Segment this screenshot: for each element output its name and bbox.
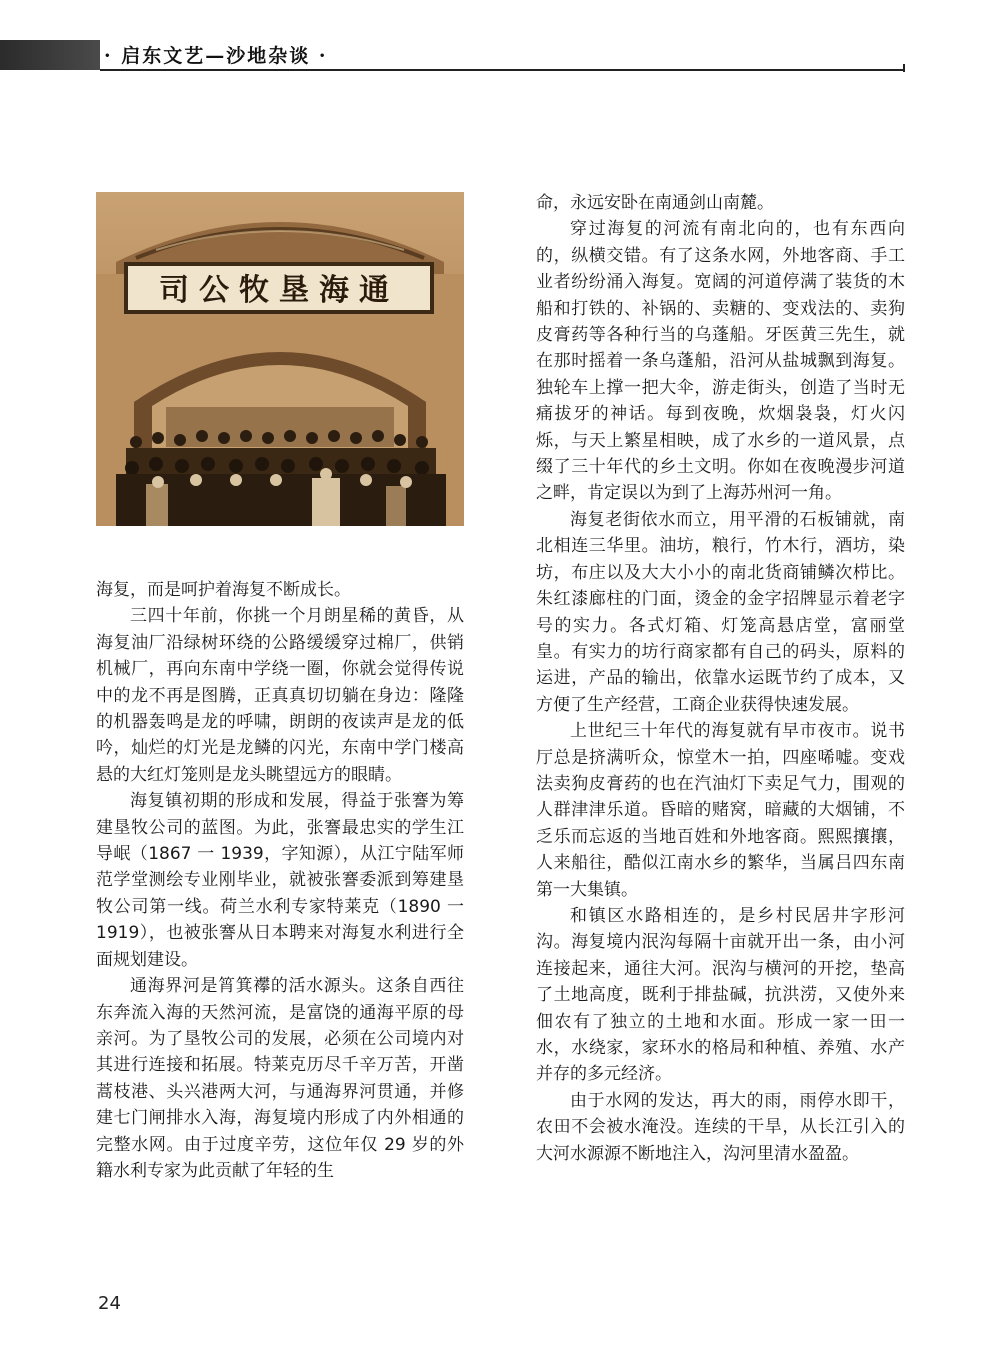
historical-photo bbox=[96, 192, 464, 526]
page-number: 24 bbox=[98, 1293, 121, 1314]
paragraph: 海复镇初期的形成和发展，得益于张謇为筹建垦牧公司的蓝图。为此，张謇最忠实的学生江导岷（1867 一 1939，字知源），从江宁陆军师范学堂测绘专业刚毕业，就被张謇委派到筹建垦牧公司第一线。荷兰水利专家特莱克（1890 一 1919），也被张謇从日本聘来对海复水利进行全面规划建设。 bbox=[96, 791, 464, 970]
header-rule bbox=[100, 69, 905, 71]
paragraph: 三四十年前，你挑一个月朗星稀的黄昏，从海复油厂沿绿树环绕的公路缓缓穿过棉厂，供销机械厂，再向东南中学绕一圈，你就会觉得传说中的龙不再是图腾，正真真切切躺在身边：隆隆的机器轰鸣是龙的呼啸，朗朗的夜读声是龙的低吟，灿烂的灯光是龙鳞的闪光，东南中学门楼高悬的大红灯笼则是龙头眺望远方的眼睛。 bbox=[96, 606, 464, 785]
paragraph: 和镇区水路相连的，是乡村民居井字形河沟。海复境内泯沟每隔十亩就开出一条，由小河连接起来，通往大河。泯沟与横河的开挖，垫高了土地高度，既利于排盐碱，抗洪涝，又使外来佃农有了独立的土地和水面。形成一家一田一水，水绕家，家环水的格局和种植、养殖、水产并存的多元经济。 bbox=[536, 905, 905, 1085]
left-text-column bbox=[96, 577, 464, 1184]
header-bar bbox=[0, 40, 100, 70]
page-header-title: · 启东文艺—沙地杂谈 · bbox=[104, 45, 328, 67]
paragraph: 海复，而是呵护着海复不断成长。 bbox=[96, 580, 351, 600]
paragraph: 由于水网的发达，再大的雨，雨停水即干，农田不会被水淹没。连续的干旱，从长江引入的大河水源源不断地注入，沟河里清水盈盈。 bbox=[536, 1090, 905, 1164]
photo-signboard-text: 司公牧垦海通 bbox=[159, 273, 399, 308]
paragraph: 上世纪三十年代的海复就有早市夜市。说书厅总是挤满听众，惊堂木一拍，四座唏嘘。变戏法卖狗皮膏药的也在汽油灯下卖足气力，围观的人群津津乐道。昏暗的赌窝，暗藏的大烟铺，不乏乐而忘返的当地百姓和外地客商。熙熙攘攘，人来船往，酷似江南水乡的繁华，当属吕四东南第一大集镇。 bbox=[536, 721, 905, 900]
paragraph: 穿过海复的河流有南北向的，也有东西向的，纵横交错。有了这条水网，外地客商、手工业者纷纷涌入海复。宽阔的河道停满了装货的木船和打铁的、补锅的、卖糖的、变戏法的、卖狗皮膏药等各种行当的乌蓬船。牙医黄三先生，就在那时摇着一条乌蓬船，沿河从盐城飘到海复。独轮车上撑一把大伞，游走街头，创造了当时无痛拔牙的神话。每到夜晚，炊烟袅袅，灯火闪烁，与天上繁星相映，成了水乡的一道风景，点缀了三十年代的乡土文明。你如在夜晚漫步河道之畔，肯定误以为到了上海苏州河一角。 bbox=[536, 219, 905, 504]
right-text-column bbox=[536, 190, 905, 1167]
photo-illustration bbox=[96, 192, 464, 526]
paragraph: 海复老街依水而立，用平滑的石板铺就，南北相连三华里。油坊，粮行，竹木行，酒坊，染坊，布庄以及大大小小的南北货商铺鳞次栉比。朱红漆廊柱的门面，烫金的金字招牌显示着老字号的实力。各式灯箱、灯笼高悬店堂，富丽堂皇。有实力的坊行商家都有自己的码头，原料的运进，产品的输出，依靠水运既节约了成本，又方便了生产经营，工商企业获得快速发展。 bbox=[536, 509, 905, 715]
header-rule-end bbox=[903, 64, 905, 72]
paragraph: 通海界河是筲箕襻的活水源头。这条自西往东奔流入海的天然河流，是富饶的通海平原的母亲河。为了垦牧公司的发展，必须在公司境内对其进行连接和拓展。特莱克历尽千辛万苦，开凿蒿枝港、头兴港两大河，与通海界河贯通，并修建七门闸排水入海，海复境内形成了内外相通的完整水网。由于过度辛劳，这位年仅 29 岁的外籍水利专家为此贡献了年轻的生 bbox=[96, 976, 464, 1181]
paragraph: 命，永远安卧在南通剑山南麓。 bbox=[536, 193, 774, 213]
